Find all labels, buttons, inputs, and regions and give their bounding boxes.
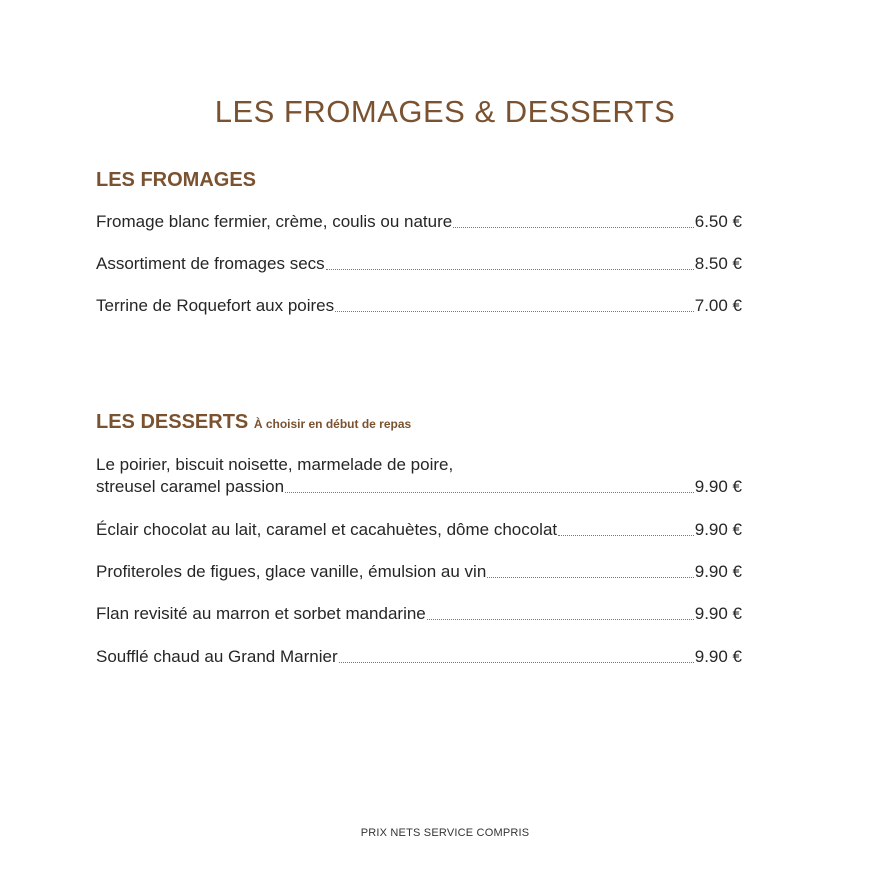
- item-price: 6.50 €: [694, 212, 742, 231]
- item-price: 8.50 €: [694, 254, 742, 273]
- item-price: 9.90 €: [694, 520, 742, 539]
- item-price: 9.90 €: [694, 562, 742, 581]
- item-name: Flan revisité au marron et sorbet mandarine: [96, 604, 426, 623]
- dot-leader: [326, 268, 694, 270]
- item-name: Assortiment de fromages secs: [96, 254, 325, 273]
- menu-item-terrine: [96, 295, 742, 317]
- item-name: Fromage blanc fermier, crème, coulis ou nature: [96, 212, 453, 231]
- dot-leader: [335, 310, 694, 312]
- item-price: 9.90 €: [694, 477, 742, 496]
- menu-item-souffle: [96, 646, 742, 668]
- section-title-fromages: [96, 168, 256, 192]
- section-subheading-desserts: À choisir en début de repas: [253, 417, 412, 431]
- item-name: streusel caramel passion: [96, 477, 285, 496]
- item-price: 9.90 €: [694, 604, 742, 623]
- menu-item-poirier: [96, 454, 742, 498]
- dot-leader: [285, 491, 694, 493]
- menu-item-eclair: [96, 519, 742, 541]
- item-price: 7.00 €: [694, 296, 742, 315]
- item-name: Profiteroles de figues, glace vanille, émulsion au vin: [96, 562, 487, 581]
- footer-note: PRIX NETS SERVICE COMPRIS: [360, 827, 530, 839]
- section-heading-desserts: LES DESSERTS: [96, 411, 249, 433]
- item-name: Soufflé chaud au Grand Marnier: [96, 647, 338, 666]
- menu-item-profiteroles: [96, 561, 742, 583]
- item-price: 9.90 €: [694, 647, 742, 666]
- dot-leader: [453, 226, 694, 228]
- section-title-desserts: [96, 410, 411, 436]
- dot-leader: [339, 661, 694, 663]
- item-name: Éclair chocolat au lait, caramel et cacahuètes, dôme chocolat: [96, 520, 558, 539]
- item-name-line1: Le poirier, biscuit noisette, marmelade de poire,: [96, 455, 454, 474]
- dot-leader: [427, 618, 694, 620]
- dot-leader: [558, 534, 694, 536]
- menu-item-flan: [96, 603, 742, 625]
- dot-leader: [487, 576, 693, 578]
- page-title: LES FROMAGES & DESSERTS: [214, 94, 676, 129]
- menu-item-assortiment: [96, 253, 742, 275]
- menu-item-fromage-blanc: [96, 211, 742, 233]
- item-name: Terrine de Roquefort aux poires: [96, 296, 335, 315]
- section-heading-fromages: LES FROMAGES: [96, 169, 257, 191]
